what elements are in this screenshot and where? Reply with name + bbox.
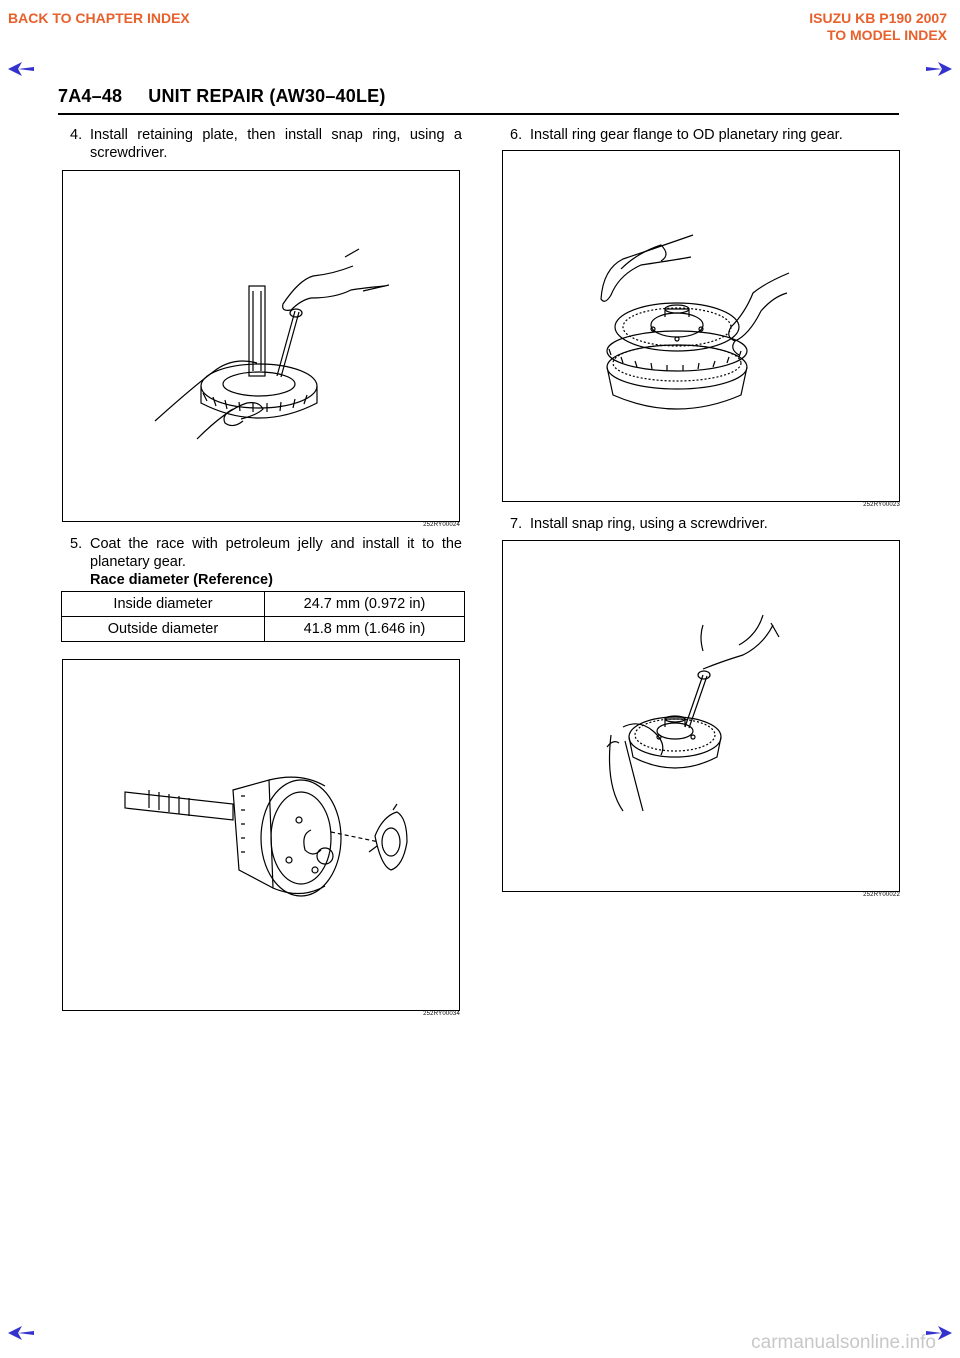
- table-cell-label: Outside diameter: [62, 617, 265, 642]
- table-cell-value: 41.8 mm (1.646 in): [265, 617, 465, 642]
- page-title: [58, 86, 386, 107]
- previous-page-arrow-icon[interactable]: [8, 62, 34, 76]
- section-title: UNIT REPAIR (AW30–40LE): [148, 86, 386, 106]
- ring-gear-flange-illustration-icon: [503, 151, 899, 501]
- title-divider: [58, 113, 899, 115]
- page-number: 7A4–48: [58, 86, 123, 106]
- figure-snap-ring-screwdriver: [502, 540, 900, 892]
- to-model-index-label: TO MODEL INDEX: [826, 27, 947, 43]
- step-6: [510, 126, 902, 144]
- back-to-chapter-index-link[interactable]: BACK TO CHAPTER INDEX: [8, 10, 190, 26]
- step-7: [510, 515, 902, 533]
- table-cell-label: Inside diameter: [62, 592, 265, 617]
- figure-code: 252RY00034: [423, 1011, 460, 1017]
- step-text: Install ring gear flange to OD planetary ring gear.: [530, 127, 843, 143]
- planetary-gear-race-illustration-icon: [63, 660, 459, 1010]
- step-text-continued: screwdriver.: [90, 145, 168, 161]
- race-diameter-heading: Race diameter (Reference): [90, 572, 273, 588]
- step-text: Coat the race with petroleum jelly and install it to the: [90, 536, 462, 552]
- model-index-link[interactable]: [809, 10, 947, 44]
- snap-ring-install-illustration-icon: [63, 171, 459, 521]
- step-number: 4.: [70, 127, 83, 143]
- snap-ring-screwdriver-illustration-icon: [503, 541, 899, 891]
- figure-ring-gear-flange: [502, 150, 900, 502]
- previous-page-bottom-arrow-icon[interactable]: [8, 1326, 34, 1340]
- model-name-label: ISUZU KB P190 2007: [809, 10, 947, 26]
- step-text: Install retaining plate, then install snap ring, using a: [90, 127, 462, 143]
- table-row: [62, 592, 465, 617]
- figure-code: 252RY00023: [863, 502, 900, 508]
- watermark-text: carmanualsonline.info: [751, 1332, 936, 1353]
- step-number: 7.: [510, 516, 523, 532]
- step-number: 6.: [510, 127, 523, 143]
- table-cell-value: 24.7 mm (0.972 in): [265, 592, 465, 617]
- step-text-continued: planetary gear.: [90, 554, 186, 570]
- figure-snap-ring-install: [62, 170, 460, 522]
- race-diameter-table: [61, 591, 465, 642]
- step-5: [70, 535, 462, 589]
- figure-planetary-race: [62, 659, 460, 1011]
- figure-code: 252RY00022: [863, 892, 900, 898]
- step-number: 5.: [70, 536, 83, 552]
- step-4: [70, 126, 462, 162]
- table-row: [62, 617, 465, 642]
- figure-code: 252RY00024: [423, 522, 460, 528]
- next-page-arrow-icon[interactable]: [926, 62, 952, 76]
- step-text: Install snap ring, using a screwdriver.: [530, 516, 768, 532]
